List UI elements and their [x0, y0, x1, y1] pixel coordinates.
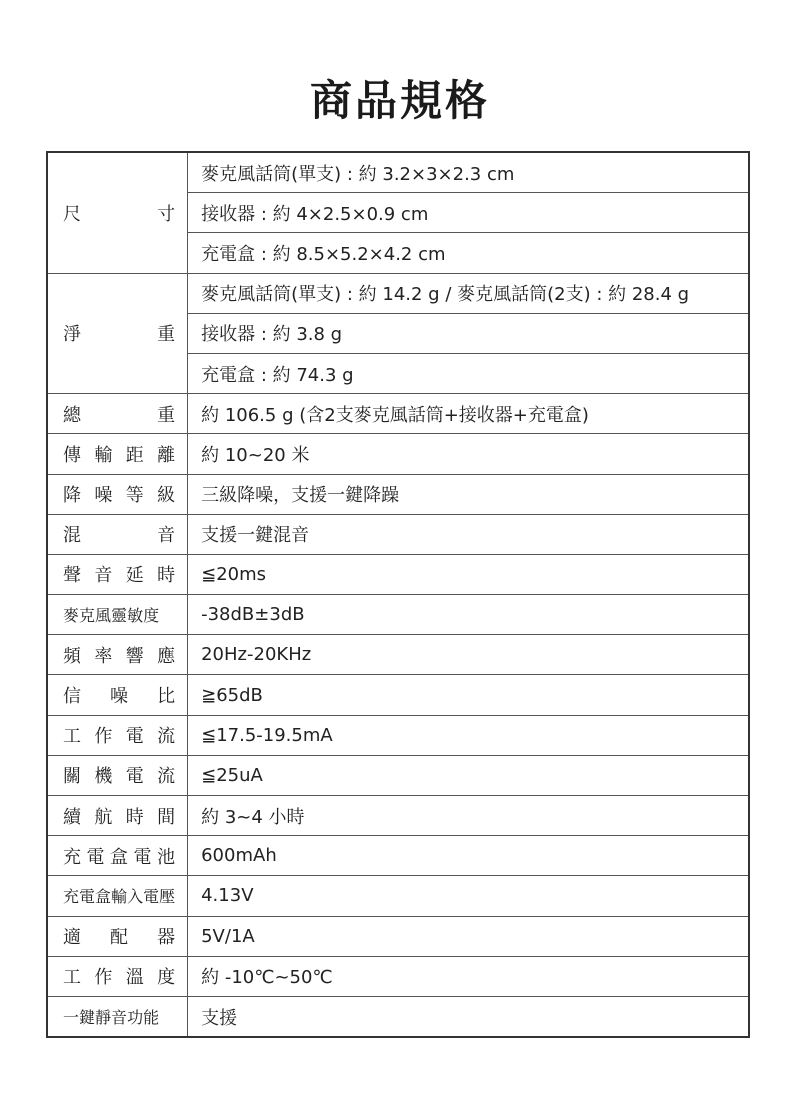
spec-value: 麥克風話筒(單支) : 約 14.2 g / 麥克風話筒(2支) : 約 28.4 g [188, 273, 749, 313]
spec-label [47, 796, 188, 836]
spec-label-text: 工 作 溫 度 [63, 967, 176, 989]
spec-label-text: 一 鍵 靜 音 功 能 [63, 1008, 160, 1028]
spec-label [47, 675, 188, 715]
spec-row [47, 434, 749, 474]
spec-value: 約 -10℃~50℃ [188, 956, 749, 996]
spec-row [47, 554, 749, 594]
spec-label [47, 715, 188, 755]
spec-label [47, 554, 188, 594]
spec-label [47, 755, 188, 795]
spec-row [47, 836, 749, 876]
spec-label-text: 頻 率 響 應 [63, 645, 176, 667]
spec-label [47, 996, 188, 1037]
spec-label-text: 適 配 器 [63, 927, 176, 949]
spec-label [47, 916, 188, 956]
spec-value: 三級降噪，支援一鍵降躁 [188, 474, 749, 514]
spec-label [47, 876, 188, 916]
spec-row [47, 675, 749, 715]
spec-value: 5V/1A [188, 916, 749, 956]
spec-label-text: 工 作 電 流 [63, 726, 176, 748]
spec-row [47, 876, 749, 916]
spec-label-text: 關 機 電 流 [63, 766, 176, 788]
spec-value: ≦17.5-19.5mA [188, 715, 749, 755]
spec-value: 600mAh [188, 836, 749, 876]
spec-label-text: 尺 寸 [63, 203, 176, 225]
spec-value: 接收器 : 約 4×2.5×0.9 cm [188, 193, 749, 233]
spec-label-text: 混 音 [63, 525, 176, 547]
spec-row [47, 273, 749, 313]
spec-label [47, 152, 188, 273]
spec-row [47, 715, 749, 755]
spec-value: ≧65dB [188, 675, 749, 715]
spec-table [46, 151, 750, 1038]
spec-row [47, 394, 749, 434]
spec-label-text: 充 電 盒 輸 入 電 壓 [63, 887, 176, 907]
spec-row [47, 916, 749, 956]
spec-label-text: 信 噪 比 [63, 686, 176, 708]
spec-row [47, 474, 749, 514]
spec-value: ≦20ms [188, 554, 749, 594]
spec-label [47, 273, 188, 394]
spec-row [47, 514, 749, 554]
spec-row [47, 796, 749, 836]
spec-label [47, 514, 188, 554]
spec-value: -38dB±3dB [188, 595, 749, 635]
spec-label [47, 474, 188, 514]
spec-label [47, 956, 188, 996]
spec-value: 充電盒 : 約 8.5×5.2×4.2 cm [188, 233, 749, 273]
spec-label [47, 394, 188, 434]
spec-label [47, 434, 188, 474]
spec-row [47, 635, 749, 675]
spec-table-body [47, 152, 749, 1037]
spec-row [47, 956, 749, 996]
spec-value: 20Hz-20KHz [188, 635, 749, 675]
spec-value: 支援 [188, 996, 749, 1037]
spec-label-text: 聲 音 延 時 [63, 565, 176, 587]
spec-row [47, 595, 749, 635]
spec-row [47, 152, 749, 193]
spec-label [47, 836, 188, 876]
spec-value: 約 10~20 米 [188, 434, 749, 474]
spec-row [47, 755, 749, 795]
spec-label-text: 傳 輸 距 離 [63, 444, 176, 466]
spec-value: 支援一鍵混音 [188, 514, 749, 554]
spec-value: 麥克風話筒(單支) : 約 3.2×3×2.3 cm [188, 152, 749, 193]
spec-label [47, 635, 188, 675]
spec-label-text: 續 航 時 間 [63, 806, 176, 828]
spec-value: 充電盒 : 約 74.3 g [188, 353, 749, 393]
spec-label [47, 595, 188, 635]
spec-label-text: 降 噪 等 級 [63, 485, 176, 507]
spec-label-text: 麥 克 風 靈 敏 度 [63, 606, 160, 626]
spec-label-text: 充 電 盒 電 池 [63, 846, 176, 868]
spec-row [47, 996, 749, 1037]
spec-label-text: 淨 重 [63, 324, 176, 346]
spec-label-text: 總 重 [63, 404, 176, 426]
spec-value: 約 106.5 g (含2支麥克風話筒+接收器+充電盒) [188, 394, 749, 434]
spec-value: 4.13V [188, 876, 749, 916]
spec-value: ≦25uA [188, 755, 749, 795]
spec-value: 約 3~4 小時 [188, 796, 749, 836]
page-title: 商品規格 [309, 76, 490, 125]
spec-value: 接收器 : 約 3.8 g [188, 313, 749, 353]
